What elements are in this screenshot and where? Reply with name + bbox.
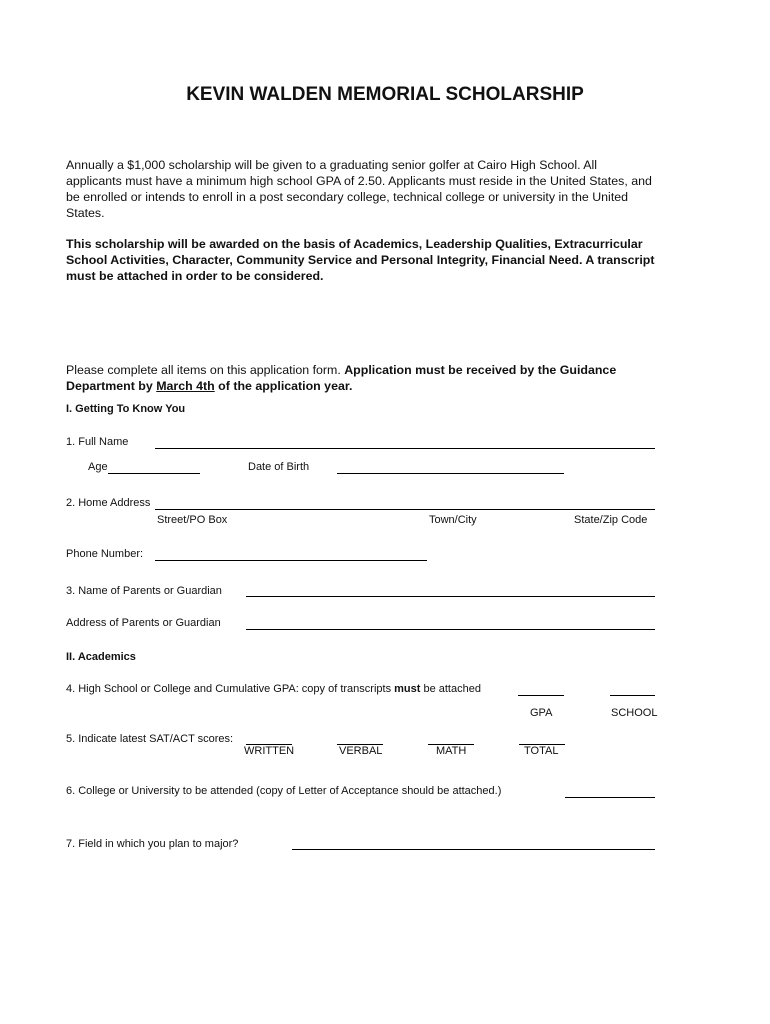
college-field[interactable] — [565, 797, 655, 798]
dob-label: Date of Birth — [248, 461, 310, 473]
total-caption: TOTAL — [524, 745, 559, 757]
page-title: KEVIN WALDEN MEMORIAL SCHOLARSHIP — [186, 84, 584, 105]
gpa-prompt-must: must — [394, 683, 421, 695]
gpa-field[interactable] — [518, 695, 564, 696]
home-address-label: 2. Home Address — [66, 497, 151, 509]
age-field[interactable] — [108, 473, 200, 474]
parents-address-label: Address of Parents or Guardian — [66, 617, 221, 629]
college-prompt: 6. College or University to be attended (copy of Letter of Acceptance should be attached.) — [66, 785, 502, 797]
parents-address-field[interactable] — [246, 629, 655, 630]
instructions-paragraph — [66, 362, 656, 394]
instructions-bold-b: of the application year. — [214, 379, 353, 393]
parents-name-label: 3. Name of Parents or Guardian — [66, 585, 222, 597]
street-caption: Street/PO Box — [157, 514, 228, 526]
phone-field[interactable] — [155, 560, 427, 561]
basis-paragraph: This scholarship will be awarded on the basis of Academics, Leadership Qualities, Extracurricular School Activities, Character, Community Service and Personal Integrity, Financial Need. A transcript must be attached in order to be considered. — [66, 237, 655, 283]
full-name-field[interactable] — [155, 448, 655, 449]
dob-field[interactable] — [337, 473, 564, 474]
math-caption: MATH — [436, 745, 467, 757]
school-caption: SCHOOL — [611, 707, 658, 719]
phone-label: Phone Number: — [66, 548, 144, 560]
state-zip-caption: State/Zip Code — [574, 514, 648, 526]
scores-prompt: 5. Indicate latest SAT/ACT scores: — [66, 733, 234, 745]
intro-paragraph: Annually a $1,000 scholarship will be given to a graduating senior golfer at Cairo High School. All applicants must have a minimum high school GPA of 2.50. Applicants must reside in the United States, and be enrolled or intends to enroll in a post secondary college, technical college or university in the United States. — [66, 158, 652, 220]
major-field[interactable] — [292, 849, 655, 850]
home-address-field[interactable] — [155, 509, 655, 510]
gpa-prompt — [66, 683, 481, 695]
town-caption: Town/City — [429, 514, 477, 526]
parents-name-field[interactable] — [246, 596, 655, 597]
deadline-date: March 4th — [156, 379, 215, 393]
gpa-caption: GPA — [530, 707, 553, 719]
full-name-label: 1. Full Name — [66, 436, 129, 448]
gpa-prompt-text-a: 4. High School or College and Cumulative GPA: copy of transcripts — [66, 683, 395, 695]
gpa-prompt-text-b: be attached — [420, 683, 481, 695]
verbal-caption: VERBAL — [339, 745, 383, 757]
major-prompt: 7. Field in which you plan to major? — [66, 838, 239, 850]
instructions-bold-a: Application must be received by the Guidance Department by — [66, 363, 617, 393]
section-heading-academics: II. Academics — [66, 651, 136, 663]
section-heading-getting-to-know-you: I. Getting To Know You — [66, 403, 186, 415]
age-label: Age — [88, 461, 108, 473]
written-caption: WRITTEN — [244, 745, 295, 757]
school-field[interactable] — [610, 695, 655, 696]
instructions-plain: Please complete all items on this application form. — [66, 363, 345, 377]
